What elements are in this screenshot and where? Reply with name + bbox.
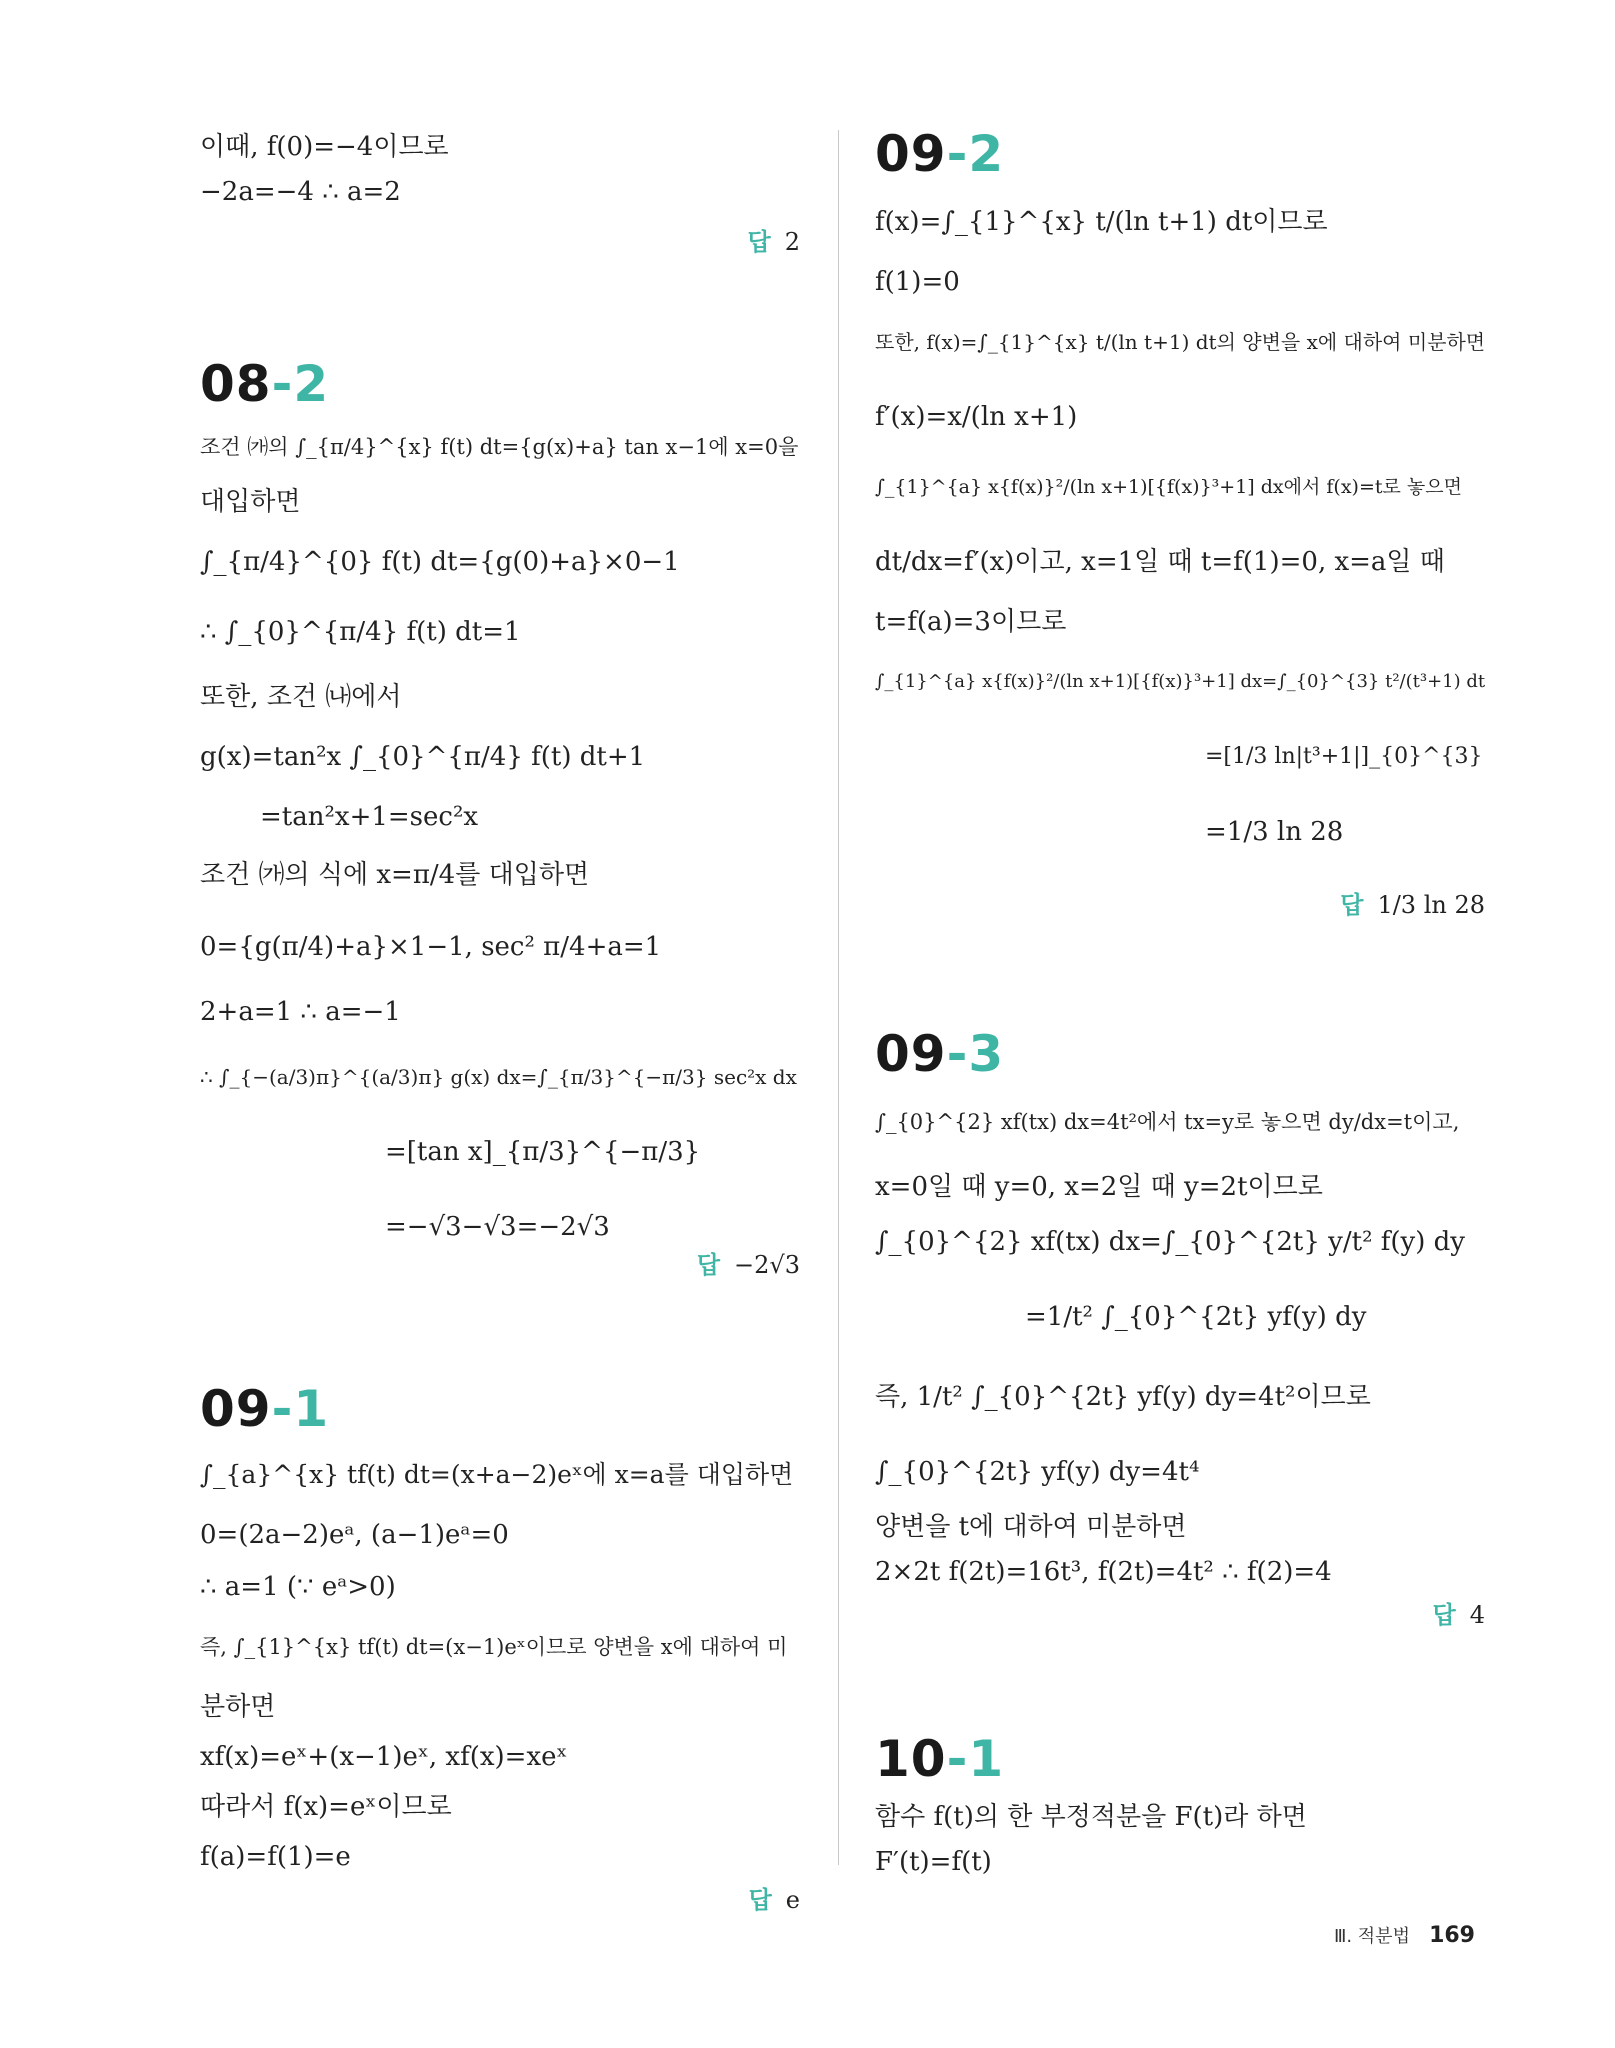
solution-line: =[1/3 ln|t³+1|]_{0}^{3} [1205,744,1483,769]
solution-line: ∫_{a}^{x} tf(t) dt=(x+a−2)eˣ에 x=a를 대입하면 [200,1460,794,1489]
solution-line: 대입하면 [200,487,301,517]
solution-line: −2a=−4 ∴ a=2 [200,177,401,207]
solution-line: f(1)=0 [875,267,960,297]
solution-line: 조건 ㈎의 ∫_{π/4}^{x} f(t) dt={g(x)+a} tan x−1에 x=0을 [200,435,799,459]
solution-line: ∫_{0}^{2t} yf(y) dy=4t⁴ [875,1457,1200,1487]
heading-dash: - [946,125,969,183]
solution-line: 양변을 t에 대하여 미분하면 [875,1512,1187,1542]
solution-line: 따라서 f(x)=eˣ이므로 [200,1792,452,1822]
answer-label: 답 [696,1251,721,1279]
section-heading [875,125,1004,183]
heading-number: 09 [200,1380,272,1438]
solution-line: =1/t² ∫_{0}^{2t} yf(y) dy [1025,1302,1367,1332]
solution-line: ∫_{0}^{2} xf(tx) dx=∫_{0}^{2t} y/t² f(y) dy [875,1227,1465,1257]
answer-value: 1/3 ln 28 [1377,891,1485,919]
solution-line: f(x)=∫_{1}^{x} t/(ln t+1) dt이므로 [875,207,1328,237]
answer-line [748,222,800,257]
solution-line: dt/dx=f′(x)이고, x=1일 때 t=f(1)=0, x=a일 때 [875,547,1445,577]
section-heading [200,355,329,413]
solution-line: ∫_{1}^{a} x{f(x)}²/(ln x+1)[{f(x)}³+1] dx에서 f(x)=t로 놓으면 [875,476,1462,498]
solution-line: 즉, ∫_{1}^{x} tf(t) dt=(x−1)eˣ이므로 양변을 x에 대하여 미 [200,1635,788,1659]
answer-line [1340,885,1485,920]
solution-line: t=f(a)=3이므로 [875,607,1067,637]
heading-dash: - [946,1025,969,1083]
solution-line: =−√3−√3=−2√3 [385,1212,610,1242]
page-number: 169 [1429,1923,1475,1948]
heading-subnumber: 1 [968,1730,1005,1788]
solution-line: ∫_{0}^{2} xf(tx) dx=4t²에서 tx=y로 놓으면 dy/dx=t이고, [875,1110,1460,1134]
solution-line: 0=(2a−2)eᵃ, (a−1)eᵃ=0 [200,1520,509,1550]
solution-line: ∴ ∫_{−(a/3)π}^{(a/3)π} g(x) dx=∫_{π/3}^{−π/3} sec²x dx [200,1065,797,1089]
heading-subnumber: 3 [968,1025,1005,1083]
solution-line: 즉, 1/t² ∫_{0}^{2t} yf(y) dy=4t²이므로 [875,1382,1371,1412]
answer-line [697,1245,800,1280]
heading-dash: - [946,1730,969,1788]
column-divider [838,130,839,1865]
heading-number: 09 [875,125,947,183]
solution-line: 분하면 [200,1692,276,1722]
solution-line: 조건 ㈎의 식에 x=π/4를 대입하면 [200,860,590,890]
solution-line: 또한, f(x)=∫_{1}^{x} t/(ln t+1) dt의 양변을 x에 대하여 미분하면 [875,330,1486,354]
section-label: Ⅲ. 적분법 [1333,1926,1410,1947]
solution-line: 0={g(π/4)+a}×1−1, sec² π/4+a=1 [200,932,662,962]
heading-subnumber: 2 [293,355,330,413]
page-footer [1334,1922,1475,1948]
solution-line: =1/3 ln 28 [1205,817,1344,847]
heading-number: 09 [875,1025,947,1083]
section-heading [875,1730,1004,1788]
solution-line: 2×2t f(2t)=16t³, f(2t)=4t² ∴ f(2)=4 [875,1557,1332,1587]
answer-line [1433,1595,1485,1630]
solution-line: =tan²x+1=sec²x [260,802,479,832]
solution-line: f(a)=f(1)=e [200,1842,351,1872]
section-heading [200,1380,329,1438]
heading-number: 10 [875,1730,947,1788]
solution-line: ∴ ∫_{0}^{π/4} f(t) dt=1 [200,617,521,647]
solution-line: ∫_{1}^{a} x{f(x)}²/(ln x+1)[{f(x)}³+1] dx=∫_{0}^{3} t²/(t³+1) dt [875,671,1486,692]
solution-line: f′(x)=x/(ln x+1) [875,402,1078,432]
heading-subnumber: 2 [968,125,1005,183]
answer-value: 2 [784,228,800,256]
heading-number: 08 [200,355,272,413]
heading-dash: - [271,355,294,413]
answer-label: 답 [1340,891,1364,919]
solution-line: xf(x)=eˣ+(x−1)eˣ, xf(x)=xeˣ [200,1742,568,1772]
answer-label: 답 [747,228,771,256]
solution-line: F′(t)=f(t) [875,1847,992,1877]
answer-value: e [785,1886,800,1914]
answer-label: 답 [1432,1601,1456,1629]
solution-line: 함수 f(t)의 한 부정적분을 F(t)라 하면 [875,1802,1307,1832]
solution-line: =[tan x]_{π/3}^{−π/3} [385,1137,701,1167]
solution-line: 이때, f(0)=−4이므로 [200,132,449,162]
solution-line: ∴ a=1 (∵ eᵃ>0) [200,1572,396,1602]
solution-line: x=0일 때 y=0, x=2일 때 y=2t이므로 [875,1172,1323,1202]
solution-line: 또한, 조건 ㈏에서 [200,682,402,712]
section-heading [875,1025,1004,1083]
heading-dash: - [271,1380,294,1438]
solution-line: ∫_{π/4}^{0} f(t) dt={g(0)+a}×0−1 [200,547,680,577]
solution-line: g(x)=tan²x ∫_{0}^{π/4} f(t) dt+1 [200,742,646,772]
heading-subnumber: 1 [293,1380,330,1438]
answer-value: 4 [1469,1601,1485,1629]
solution-line: 2+a=1 ∴ a=−1 [200,997,401,1027]
answer-line [749,1880,800,1915]
answer-label: 답 [748,1886,772,1914]
answer-value: −2√3 [734,1251,800,1279]
